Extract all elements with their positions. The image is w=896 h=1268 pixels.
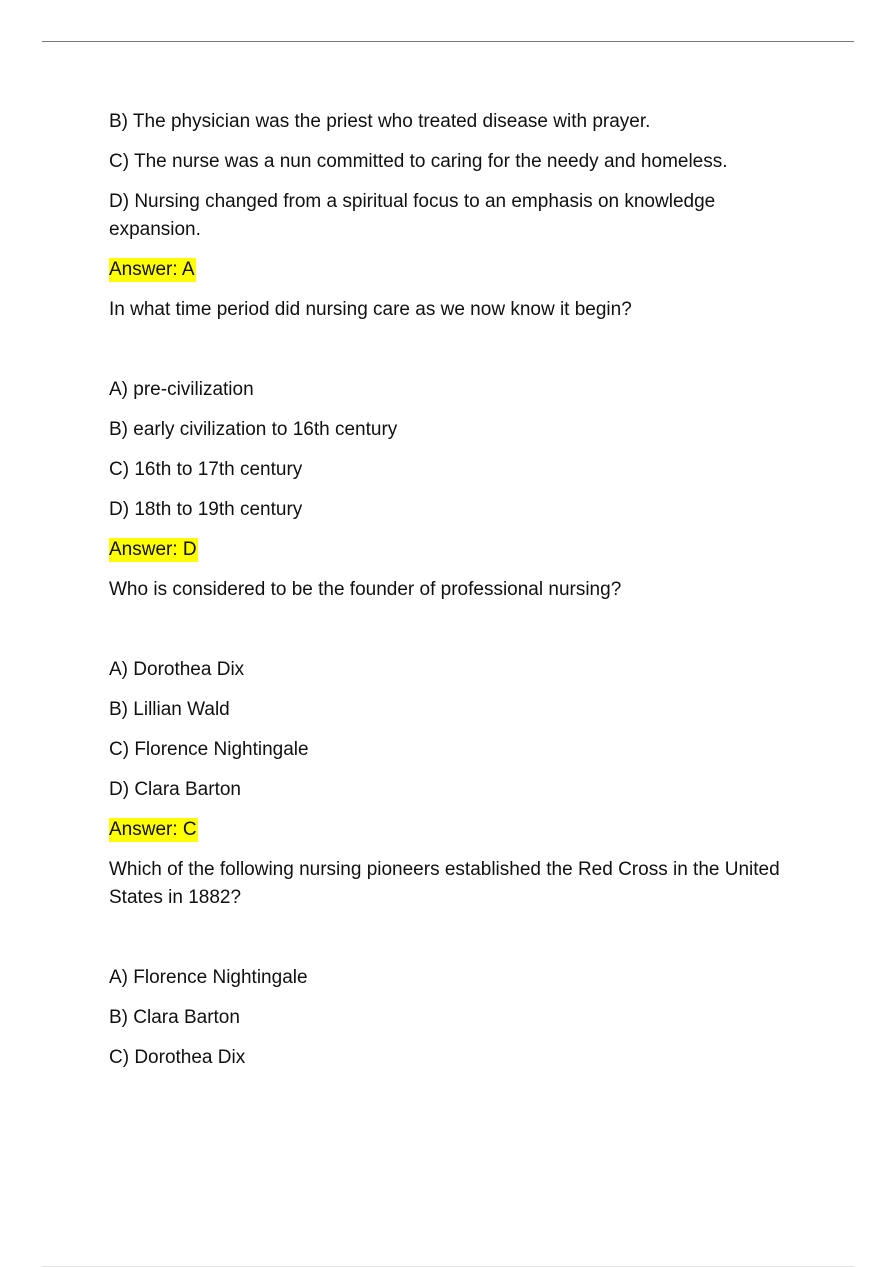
answer-highlight: Answer: C [109, 819, 197, 840]
option-line: D) Clara Barton [109, 779, 241, 800]
answer-highlight: Answer: D [109, 539, 197, 560]
answer-line [109, 256, 809, 284]
question-line: Who is considered to be the founder of professional nursing? [109, 579, 622, 600]
answer-highlight: Answer: A [109, 259, 195, 280]
answer-line [109, 816, 809, 844]
option-line: B) early civilization to 16th century [109, 419, 398, 440]
document-body [109, 108, 809, 1084]
option-line: C) Florence Nightingale [109, 739, 309, 760]
option-line: B) The physician was the priest who treated disease with prayer. [109, 111, 651, 132]
option-line: A) Florence Nightingale [109, 967, 308, 988]
option-line: C) Dorothea Dix [109, 1047, 246, 1068]
answer-line [109, 536, 809, 564]
spacer [109, 336, 809, 376]
option-line: C) The nurse was a nun committed to caring for the needy and homeless. [109, 151, 728, 172]
option-line: D) 18th to 19th century [109, 499, 303, 520]
option-line: D) Nursing changed from a spiritual focus to an emphasis on knowledge expansion. [109, 191, 716, 240]
option-line: C) 16th to 17th century [109, 459, 303, 480]
question-line: In what time period did nursing care as we now know it begin? [109, 299, 632, 320]
spacer [109, 616, 809, 656]
footer-rule [42, 1266, 854, 1267]
header-rule [42, 41, 854, 42]
spacer [109, 924, 809, 964]
option-line: A) Dorothea Dix [109, 659, 245, 680]
question-line: Which of the following nursing pioneers established the Red Cross in the United States in 1882? [109, 859, 780, 908]
option-line: B) Lillian Wald [109, 699, 230, 720]
option-line: A) pre-civilization [109, 379, 254, 400]
option-line: B) Clara Barton [109, 1007, 240, 1028]
